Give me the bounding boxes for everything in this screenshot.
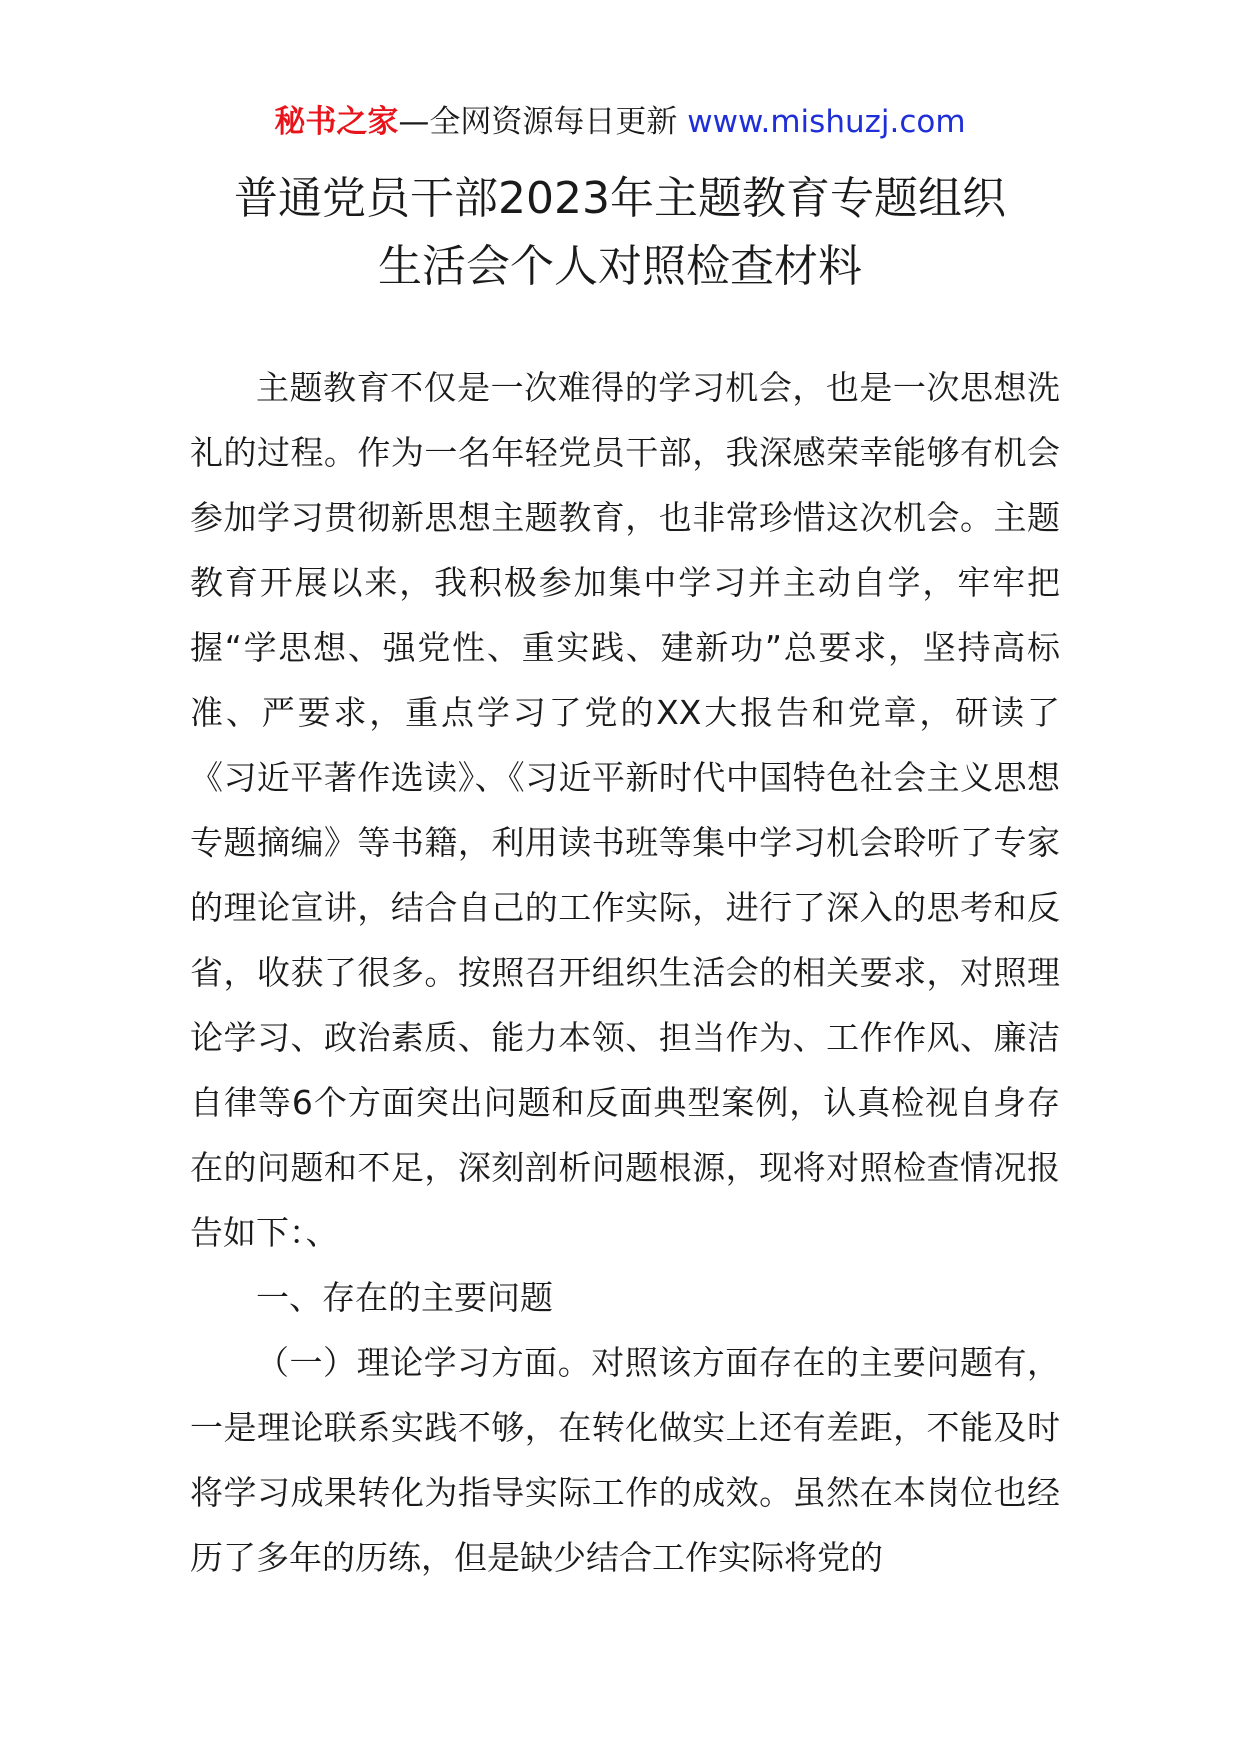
site-url-link[interactable]: www.mishuzj.com [687, 104, 966, 140]
theory-study-paragraph: （一）理论学习方面。对照该方面存在的主要问题有，一是理论联系实践不够，在转化做实上还有差距，不能及时将学习成果转化为指导实际工作的成效。虽然在本岗位也经历了多年的历练，但是缺少结合工作实际将党的 [190, 1343, 1060, 1577]
section-heading: 一、存在的主要问题 [256, 1278, 553, 1317]
title-line-2: 生活会个人对照检查材料 [378, 241, 862, 292]
document-body [190, 355, 1060, 1590]
site-brand: 秘书之家 [274, 104, 399, 140]
document-title [0, 165, 1240, 301]
site-slogan: —全网资源每日更新 [398, 104, 688, 140]
intro-paragraph: 主题教育不仅是一次难得的学习机会，也是一次思想洗礼的过程。作为一名年轻党员干部，我深感荣幸能够有机会参加学习贯彻新思想主题教育，也非常珍惜这次机会。主题教育开展以来，我积极参加集中学习并主动自学，牢牢把握“学思想、强党性、重实践、建新功”总要求，坚持高标准、严要求，重点学习了党的XX大报告和党章，研读了《习近平著作选读》、《习近平新时代中国特色社会主义思想专题摘编》等书籍，利用读书班等集中学习机会聆听了专家的理论宣讲，结合自己的工作实际，进行了深入的思考和反省，收获了很多。按照召开组织生活会的相关要求，对照理论学习、政治素质、能力本领、担当作为、工作作风、廉洁自律等6个方面突出问题和反面典型案例，认真检视自身存在的问题和不足，深刻剖析问题根源，现将对照检查情况报告如下：、 [190, 368, 1060, 1252]
title-line-1: 普通党员干部2023年主题教育专题组织 [234, 173, 1006, 224]
site-header [0, 100, 1240, 144]
